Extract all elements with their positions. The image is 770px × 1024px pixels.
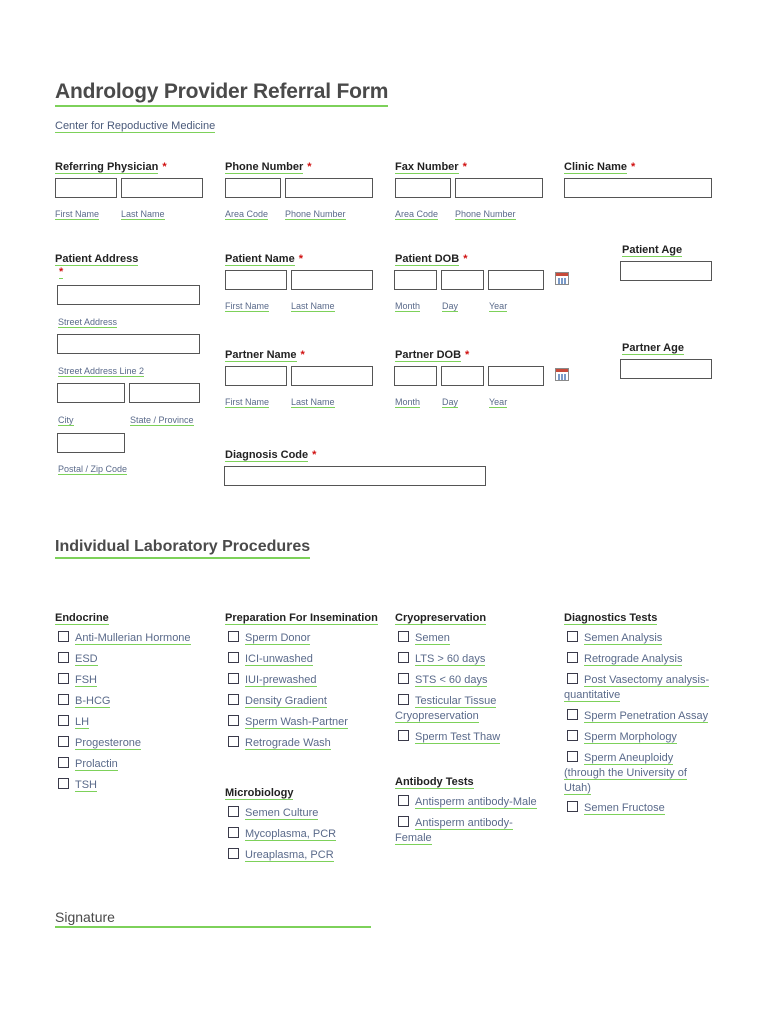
checkbox[interactable] — [58, 778, 69, 789]
patient-dob-label: Patient DOB * — [395, 253, 468, 265]
clinic-name-input[interactable] — [564, 178, 712, 198]
endocrine-item-bhcg[interactable]: B-HCG — [58, 694, 223, 715]
partner-dob-label: Partner DOB * — [395, 349, 470, 361]
phone-number-label: Phone Number * — [225, 161, 312, 173]
insemination-title: Preparation For Insemination — [225, 612, 378, 624]
endocrine-item-progesterone[interactable]: Progesterone — [58, 736, 223, 757]
partner-dob-calendar-icon[interactable] — [555, 368, 569, 381]
endocrine-item-lh[interactable]: LH — [58, 715, 223, 736]
cryo-item-lts[interactable]: LTS > 60 days — [398, 652, 553, 673]
diagnostics-item-post-vasectomy[interactable]: Post Vasectomy analysis-quantitative — [564, 674, 710, 701]
microbiology-item-ureaplasma[interactable]: Ureaplasma, PCR — [228, 848, 388, 869]
form-title: Andrology Provider Referral Form — [55, 80, 388, 107]
partner-dob-month-input[interactable] — [394, 366, 437, 386]
insemination-item-retrograde-wash[interactable]: Retrograde Wash — [228, 736, 388, 757]
patient-age-input[interactable] — [620, 261, 712, 281]
checkbox[interactable] — [398, 652, 409, 663]
patient-dob-calendar-icon[interactable] — [555, 272, 569, 285]
checkbox[interactable] — [228, 848, 239, 859]
endocrine-item-tsh[interactable]: TSH — [58, 778, 223, 799]
partner-dob-year-sublabel: Year — [489, 397, 508, 407]
checkbox[interactable] — [58, 673, 69, 684]
cryo-item-sts[interactable]: STS < 60 days — [398, 673, 553, 694]
patient-dob-day-sublabel: Day — [442, 301, 459, 311]
microbiology-list — [228, 806, 388, 869]
cryo-item-sperm-test-thaw[interactable]: Sperm Test Thaw — [398, 730, 553, 751]
patient-last-name-input[interactable] — [291, 270, 373, 290]
antibody-title: Antibody Tests — [395, 776, 474, 788]
fax-area-code-sublabel: Area Code — [395, 209, 439, 219]
partner-dob-day-input[interactable] — [441, 366, 484, 386]
checkbox[interactable] — [567, 751, 578, 762]
checkbox[interactable] — [228, 715, 239, 726]
checkbox[interactable] — [228, 631, 239, 642]
partner-name-label: Partner Name * — [225, 349, 305, 361]
checkbox[interactable] — [567, 730, 578, 741]
patient-dob-month-sublabel: Month — [395, 301, 421, 311]
partner-age-input[interactable] — [620, 359, 712, 379]
insemination-item-sperm-donor[interactable]: Sperm Donor — [228, 631, 388, 652]
diagnostics-item-semen-analysis[interactable]: Semen Analysis — [567, 631, 722, 652]
diagnostics-list — [564, 631, 722, 822]
checkbox[interactable] — [398, 631, 409, 642]
checkbox[interactable] — [228, 827, 239, 838]
checkbox[interactable] — [58, 736, 69, 747]
cryo-title: Cryopreservation — [395, 612, 487, 624]
patient-first-name-input[interactable] — [225, 270, 287, 290]
referring-last-name-input[interactable] — [121, 178, 203, 198]
fax-number-input[interactable] — [455, 178, 543, 198]
checkbox[interactable] — [398, 795, 409, 806]
antibody-item-female[interactable]: Antisperm antibody-Female — [395, 817, 513, 844]
checkbox[interactable] — [567, 801, 578, 812]
signature-field[interactable] — [55, 909, 371, 928]
form-subtitle: Center for Repoductive Medicine — [55, 120, 216, 132]
diagnostics-item-sperm-morphology[interactable]: Sperm Morphology — [567, 730, 722, 751]
patient-dob-year-sublabel: Year — [489, 301, 508, 311]
partner-dob-month-sublabel: Month — [395, 397, 421, 407]
checkbox[interactable] — [58, 694, 69, 705]
city-input[interactable] — [57, 383, 125, 403]
street-address-sublabel: Street Address — [58, 317, 118, 327]
patient-address-label: Patient Address — [55, 253, 139, 265]
insemination-item-sperm-wash[interactable]: Sperm Wash-Partner — [228, 715, 388, 736]
diagnosis-code-label: Diagnosis Code * — [225, 449, 317, 461]
patient-name-label: Patient Name * — [225, 253, 303, 265]
diagnostics-item-semen-fructose[interactable]: Semen Fructose — [567, 801, 722, 822]
clinic-name-label: Clinic Name * — [564, 161, 636, 173]
fax-number-label: Fax Number * — [395, 161, 467, 173]
patient-dob-day-input[interactable] — [441, 270, 484, 290]
referring-last-name-sublabel: Last Name — [121, 209, 165, 219]
partner-dob-day-sublabel: Day — [442, 397, 459, 407]
endocrine-item-esd[interactable]: ESD — [58, 652, 223, 673]
endocrine-item-fsh[interactable]: FSH — [58, 673, 223, 694]
checkbox[interactable] — [567, 652, 578, 663]
street-address-line2-input[interactable] — [57, 334, 200, 354]
partner-last-name-input[interactable] — [291, 366, 373, 386]
microbiology-item-semen-culture[interactable]: Semen Culture — [228, 806, 388, 827]
patient-dob-year-input[interactable] — [488, 270, 544, 290]
checkbox[interactable] — [58, 715, 69, 726]
street-address-input[interactable] — [57, 285, 200, 305]
checkbox[interactable] — [58, 631, 69, 642]
antibody-list — [395, 795, 553, 852]
patient-first-name-sublabel: First Name — [225, 301, 270, 311]
checkbox[interactable] — [228, 652, 239, 663]
phone-number-input[interactable] — [285, 178, 373, 198]
checkbox[interactable] — [228, 694, 239, 705]
endocrine-title: Endocrine — [55, 612, 109, 624]
phone-number-sublabel: Phone Number — [285, 209, 346, 219]
insemination-item-density-gradient[interactable]: Density Gradient — [228, 694, 388, 715]
checkbox[interactable] — [567, 709, 578, 720]
checkbox[interactable] — [398, 816, 409, 827]
microbiology-item-mycoplasma[interactable]: Mycoplasma, PCR — [228, 827, 388, 848]
partner-first-name-sublabel: First Name — [225, 397, 270, 407]
state-input[interactable] — [129, 383, 200, 403]
endocrine-list — [58, 631, 223, 799]
fax-number-sublabel: Phone Number — [455, 209, 516, 219]
checkbox[interactable] — [567, 631, 578, 642]
state-sublabel: State / Province — [130, 415, 194, 425]
partner-dob-year-input[interactable] — [488, 366, 544, 386]
checkbox[interactable] — [228, 806, 239, 817]
referring-first-name-input[interactable] — [55, 178, 117, 198]
insemination-item-iui[interactable]: IUI-prewashed — [228, 673, 388, 694]
diagnostics-item-sperm-penetration[interactable]: Sperm Penetration Assay — [567, 709, 722, 730]
checkbox[interactable] — [58, 652, 69, 663]
phone-area-code-sublabel: Area Code — [225, 209, 269, 219]
checkbox[interactable] — [58, 757, 69, 768]
checkbox[interactable] — [398, 673, 409, 684]
patient-dob-month-input[interactable] — [394, 270, 437, 290]
patient-age-label: Patient Age — [622, 244, 683, 256]
endocrine-item-prolactin[interactable]: Prolactin — [58, 757, 223, 778]
diagnosis-code-input[interactable] — [224, 466, 486, 486]
postal-code-sublabel: Postal / Zip Code — [58, 464, 128, 474]
postal-code-input[interactable] — [57, 433, 125, 453]
street-address-line2-sublabel: Street Address Line 2 — [58, 366, 145, 376]
insemination-list — [228, 631, 388, 757]
signature-label: Signature — [55, 909, 115, 925]
cryo-list — [395, 631, 553, 751]
partner-last-name-sublabel: Last Name — [291, 397, 335, 407]
cryo-item-semen[interactable]: Semen — [398, 631, 553, 652]
partner-age-label: Partner Age — [622, 342, 684, 354]
endocrine-item-amh[interactable]: Anti-Mullerian Hormone — [58, 631, 223, 652]
antibody-item-male[interactable]: Antisperm antibody-Male — [398, 795, 553, 816]
procedures-title: Individual Laboratory Procedures — [55, 538, 310, 559]
checkbox[interactable] — [228, 736, 239, 747]
checkbox[interactable] — [567, 673, 578, 684]
checkbox[interactable] — [228, 673, 239, 684]
checkbox[interactable] — [398, 694, 409, 705]
cryo-item-testicular-tissue[interactable]: Testicular Tissue Cryopreservation — [395, 695, 497, 722]
referring-first-name-sublabel: First Name — [55, 209, 100, 219]
fax-area-code-input[interactable] — [395, 178, 451, 198]
partner-first-name-input[interactable] — [225, 366, 287, 386]
insemination-item-ici[interactable]: ICI-unwashed — [228, 652, 388, 673]
microbiology-title: Microbiology — [225, 787, 294, 799]
referring-physician-label: Referring Physician * — [55, 161, 167, 173]
patient-last-name-sublabel: Last Name — [291, 301, 335, 311]
patient-address-required-mark: * — [59, 266, 64, 278]
diagnostics-item-sperm-aneuploidy[interactable]: Sperm Aneuploidy (through the University of Utah) — [564, 752, 687, 794]
city-sublabel: City — [58, 415, 74, 425]
diagnostics-title: Diagnostics Tests — [564, 612, 658, 624]
checkbox[interactable] — [398, 730, 409, 741]
diagnostics-item-retrograde-analysis[interactable]: Retrograde Analysis — [567, 652, 722, 673]
phone-area-code-input[interactable] — [225, 178, 281, 198]
